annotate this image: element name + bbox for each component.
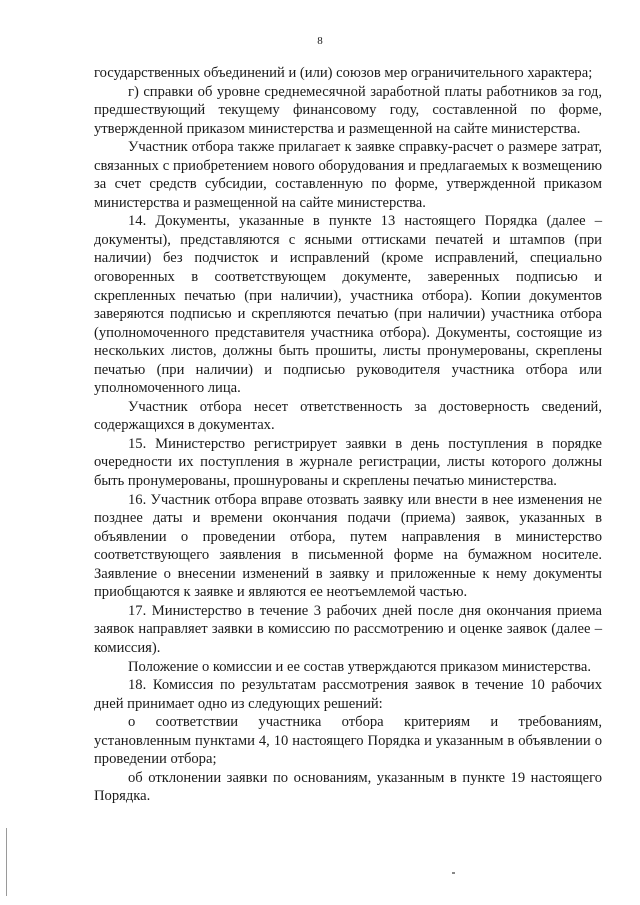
paragraph-18: 18. Комиссия по результатам рассмотрения заявок в течение 10 рабочих дней принимает одно из следующих решений: [94,677,602,712]
paragraph-commission-regulation: Положение о комиссии и ее состав утверждаются приказом министерства. [128,658,591,675]
paragraph-14: 14. Документы, указанные в пункте 13 настоящего Порядка (далее – документы), представляются с ясными оттисками печатей и штампов (при наличии) без подчисток и исправлений (кроме исправлений, специально оговоренных в соответствующем документе, заверенных подписью и скрепленных печатью (при наличии), участника отбора). Копии документов заверяются подписью и скрепляются печатью (при наличии) участника отбора (уполномоченного представителя участника отбора). Документы, состоящие из нескольких листов, должны быть прошиты, листы пронумерованы, скреплены печатью (при наличии) и подписью руководителя участника отбора или уполномоченного лица. [94,213,602,397]
page-number: 8 [317,35,323,47]
paragraph-decision-compliance: о соответствии участника отбора критериям и требованиям, установленным пунктами 4, 10 настоящего Порядка и указанным в объявлении о проведении отбора; [94,714,602,768]
paragraph-16: 16. Участник отбора вправе отозвать заявку или внести в нее изменения не позднее даты и времени окончания подачи (приема) заявок, указанных в объявлении о проведении отбора, путем направления в министерство соответствующего заявления в письменной форме на бумажном носителе. Заявление о внесении изменений в заявку и приложенные к нему документы приобщаются к заявке и являются ее неотъемлемой частью. [94,491,602,601]
paragraph-17: 17. Министерство в течение 3 рабочих дней после дня окончания приема заявок направляет заявки в комиссию по рассмотрению и оценке заявок (далее – комиссия). [94,602,602,656]
scan-speck [452,872,455,874]
scan-edge-mark [6,828,7,896]
paragraph-responsibility: Участник отбора несет ответственность за достоверность сведений, содержащихся в документах. [94,398,602,434]
paragraph-15: 15. Министерство регистрирует заявки в день поступления в порядке очередности их поступления в журнале регистрации, листы которого должны быть пронумерованы, прошнурованы и скреплены печатью министерства. [94,435,602,490]
paragraph-expense-certificate: Участник отбора также прилагает к заявке справку-расчет о размере затрат, связанных с приобретением нового оборудования и предлагаемых к возмещению за счет средств субсидии, составленную по форме, утвержденной приказом министерства и размещенной на сайте министерства. [94,139,602,211]
paragraph-item-g: г) справки об уровне среднемесячной заработной платы работников за год, предшествующий текущему финансовому году, составленной по форме, утвержденной приказом министерства и размещенной на сайте министерства. [94,83,602,137]
paragraph-decision-rejection: об отклонении заявки по основаниям, указанным в пункте 19 настоящего Порядка. [94,769,602,805]
document-body [94,64,602,806]
paragraph-continuation: государственных объединений и (или) союзов мер ограничительного характера; [94,65,593,81]
